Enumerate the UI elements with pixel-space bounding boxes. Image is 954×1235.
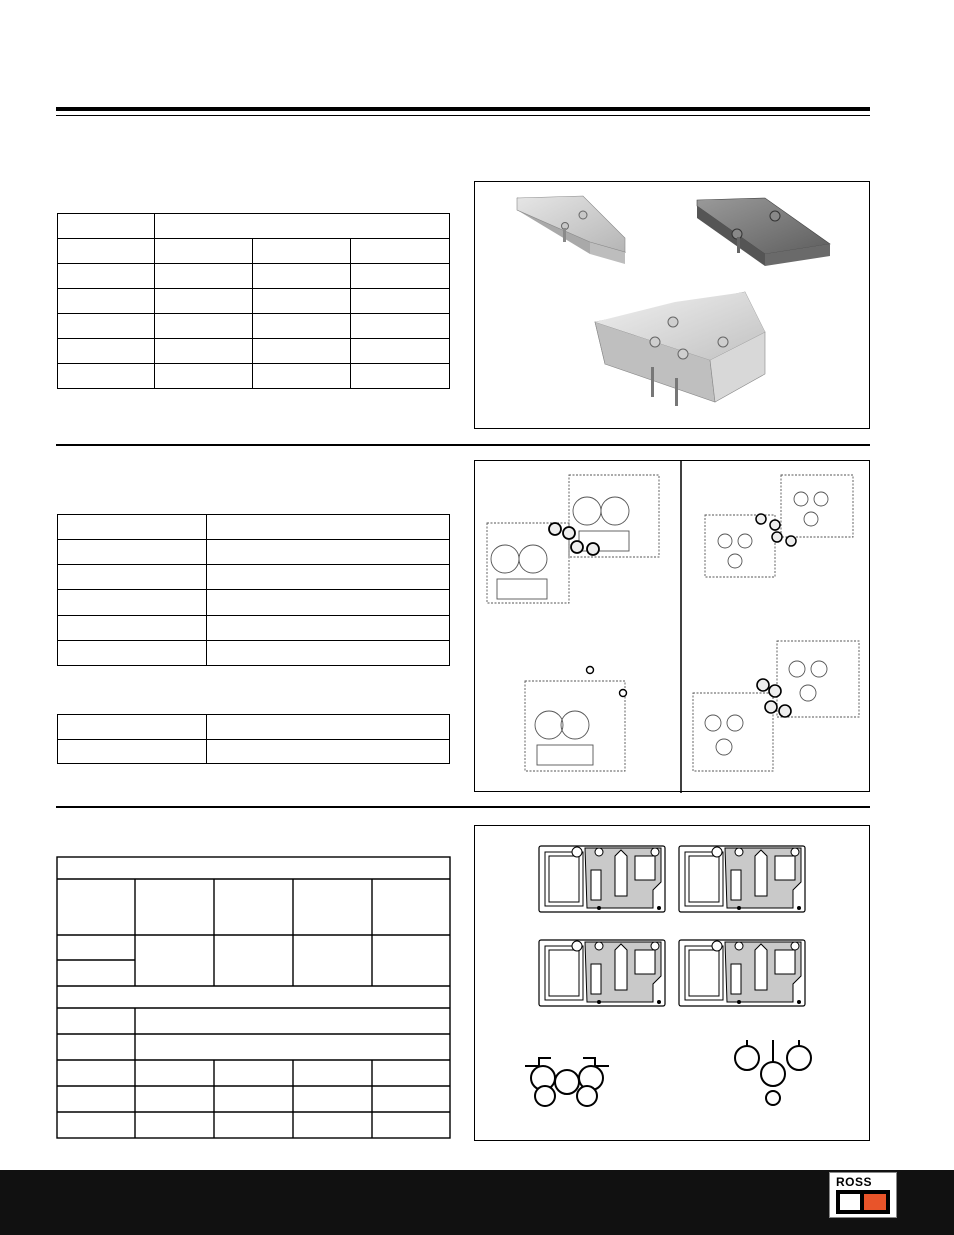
table-row bbox=[58, 264, 450, 289]
seal-kit-drawing-icon bbox=[475, 461, 871, 793]
table-row bbox=[58, 590, 450, 615]
section2-table-b bbox=[57, 714, 450, 764]
table-row bbox=[58, 715, 450, 740]
table-row bbox=[58, 364, 450, 389]
header-rule-thick bbox=[56, 107, 870, 111]
section-divider-2 bbox=[56, 806, 870, 808]
table-row bbox=[58, 314, 450, 339]
table-row bbox=[58, 289, 450, 314]
gaskets-figure bbox=[474, 825, 870, 1141]
footer-bar bbox=[0, 1170, 954, 1235]
table-row bbox=[58, 515, 450, 540]
table-row bbox=[58, 339, 450, 364]
table-row bbox=[58, 640, 450, 665]
brand-name: ROSS bbox=[836, 1175, 873, 1189]
table-row bbox=[58, 739, 450, 764]
table-row bbox=[58, 540, 450, 565]
section-divider-1 bbox=[56, 444, 870, 446]
section1-table bbox=[57, 213, 450, 389]
gasket-drawing-icon bbox=[475, 826, 871, 1142]
logo-mark bbox=[830, 1173, 896, 1217]
section2-table-a bbox=[57, 514, 450, 666]
end-plates-figure bbox=[474, 181, 870, 429]
table-row bbox=[58, 615, 450, 640]
seal-kits-figure bbox=[474, 460, 870, 792]
table-row bbox=[58, 239, 450, 264]
ross-logo-icon bbox=[829, 1172, 897, 1218]
end-plate-photo-icon bbox=[475, 182, 871, 430]
header-rule-thin bbox=[56, 115, 870, 116]
table-row bbox=[58, 565, 450, 590]
table-row bbox=[58, 214, 450, 239]
